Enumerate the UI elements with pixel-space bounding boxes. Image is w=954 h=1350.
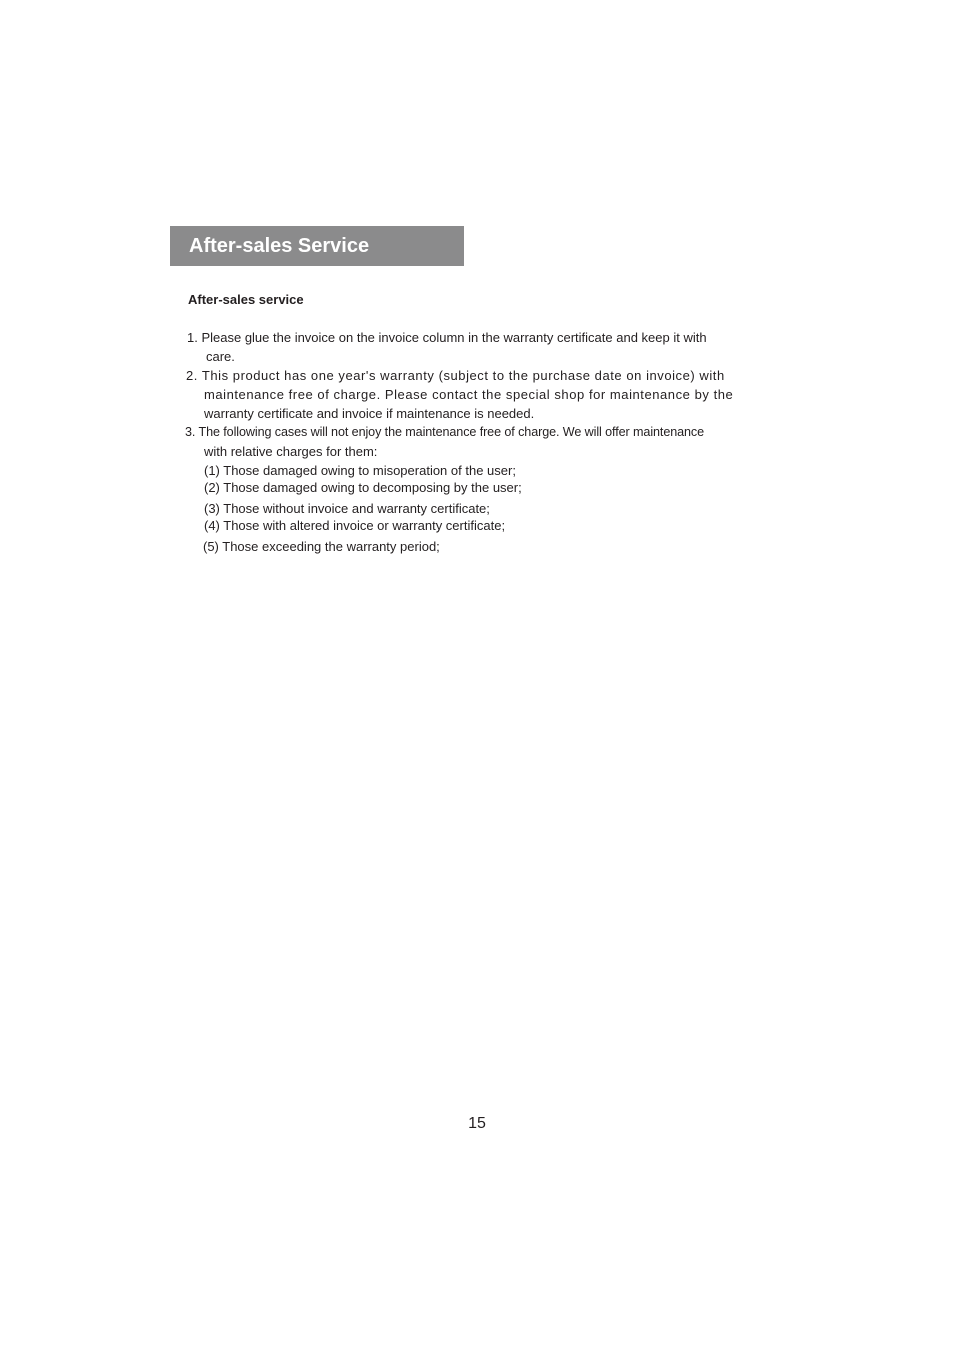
sub-item-4: (4) Those with altered invoice or warranty certificate; [204,518,506,533]
item-2-line-2: maintenance free of charge. Please contact the special shop for maintenance by the [204,387,734,402]
subheading: After-sales service [188,292,304,307]
section-banner [170,226,464,266]
section-title: After-sales Service [189,235,370,257]
sub-item-1: (1) Those damaged owing to misoperation of the user; [204,463,516,478]
item-2-line-1: 2. This product has one year's warranty (subject to the purchase date on invoice) with [186,368,725,383]
sub-item-5: (5) Those exceeding the warranty period; [203,539,440,554]
item-1-line-2: care. [206,349,235,364]
item-1-line-1: 1. Please glue the invoice on the invoice column in the warranty certificate and keep it with [187,330,707,345]
item-3-line-2: with relative charges for them: [204,444,378,459]
item-2-line-3: warranty certificate and invoice if maintenance is needed. [204,406,535,421]
sub-item-3: (3) Those without invoice and warranty certificate; [204,501,490,516]
item-3-line-1: 3. The following cases will not enjoy the maintenance free of charge. We will offer maintenance [185,425,705,439]
sub-item-2: (2) Those damaged owing to decomposing by the user; [204,480,522,495]
page-number: 15 [468,1115,486,1132]
